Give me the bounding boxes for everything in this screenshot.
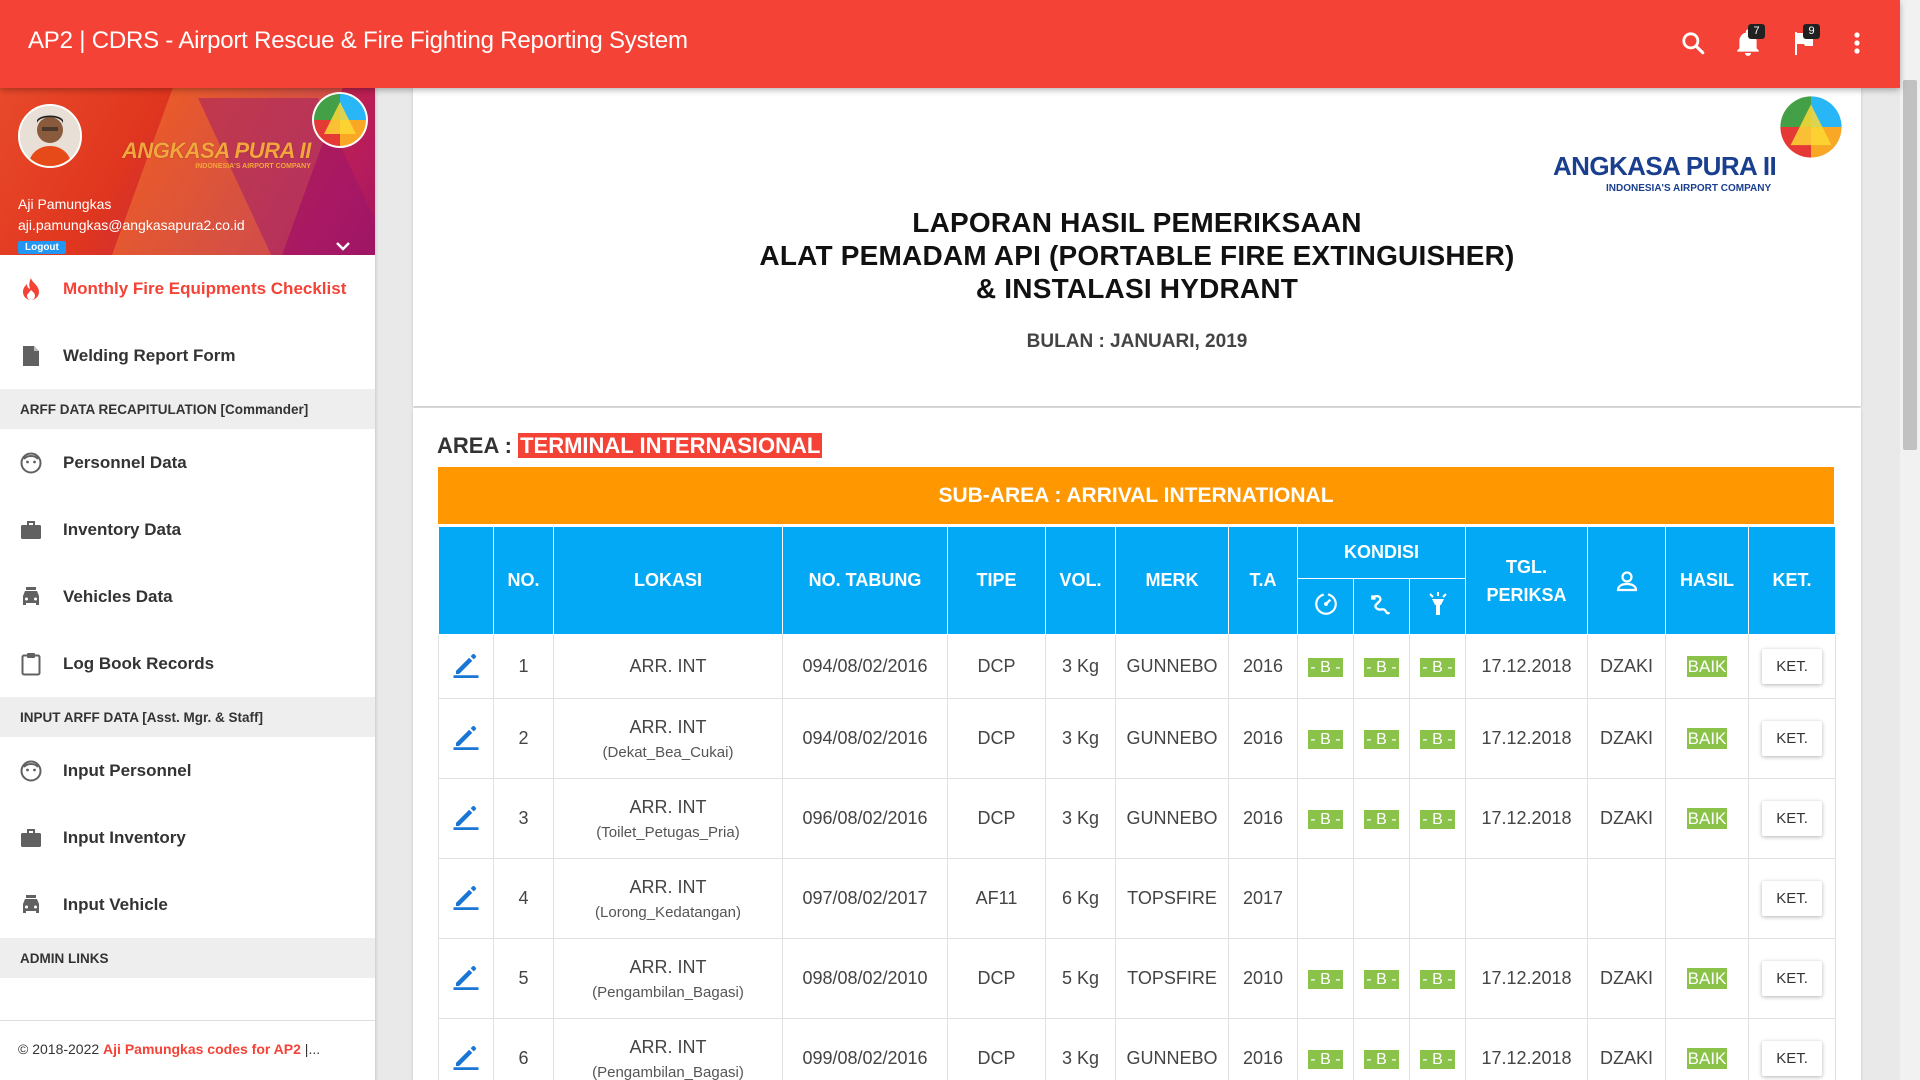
- cell-merk: GUNNEBO: [1116, 635, 1229, 699]
- cell-no: 2: [494, 699, 554, 779]
- cell-merk: GUNNEBO: [1116, 779, 1229, 859]
- menu-item-log-book[interactable]: [0, 630, 375, 697]
- ket-button[interactable]: KET.: [1762, 961, 1822, 996]
- tgl-line-1: TGL.: [1506, 556, 1548, 577]
- menu-item-welding-report[interactable]: [0, 322, 375, 389]
- brand-logo: [122, 138, 311, 170]
- cell-kondisi-hose: [1354, 635, 1410, 699]
- cell-merk: TOPSFIRE: [1116, 939, 1229, 1019]
- edit-cell: [439, 779, 494, 859]
- cell-ta: 2010: [1229, 939, 1298, 1019]
- search-icon[interactable]: [1676, 26, 1710, 60]
- edit-icon[interactable]: [451, 649, 481, 684]
- lokasi-main: ARR. INT: [629, 796, 707, 817]
- cell-ta: 2017: [1229, 859, 1298, 939]
- lokasi-detail: (Toilet_Petugas_Pria): [596, 823, 740, 841]
- cell-ket: [1749, 939, 1836, 1019]
- cell-ket: [1749, 635, 1836, 699]
- scrollbar-thumb[interactable]: [1903, 80, 1917, 450]
- cell-no-tabung: 098/08/02/2010: [783, 939, 948, 1019]
- menu-item-label: Input Personnel: [63, 760, 192, 780]
- menu-header-recapitulation: ARFF DATA RECAPITULATION [Commander]: [0, 389, 375, 429]
- hasil-badge: BAIK: [1687, 809, 1727, 828]
- kondisi-badge: - B -: [1310, 1051, 1341, 1068]
- column-header-merk: MERK: [1116, 527, 1229, 635]
- cell-kondisi-nozzle: [1410, 699, 1466, 779]
- cell-merk: GUNNEBO: [1116, 699, 1229, 779]
- menu-item-label: Log Book Records: [63, 653, 215, 673]
- kondisi-badge: - B -: [1422, 659, 1453, 676]
- table-row: [439, 699, 1836, 779]
- page-scrollbar[interactable]: [1900, 0, 1920, 1080]
- cell-kondisi-hose: [1354, 1019, 1410, 1080]
- app-title[interactable]: AP2 | CDRS - Airport Rescue & Fire Fighting Reporting System: [28, 27, 688, 54]
- tgl-line-2: PERIKSA: [1486, 584, 1567, 605]
- angkasa-pura-logo-icon: [310, 90, 370, 155]
- column-header-vol: VOL.: [1046, 527, 1116, 635]
- cell-ta: 2016: [1229, 1019, 1298, 1080]
- cell-tipe: DCP: [948, 1019, 1046, 1080]
- cell-hasil: [1666, 779, 1749, 859]
- main-content: [375, 88, 1900, 1080]
- kondisi-badge: - B -: [1310, 811, 1341, 828]
- lokasi-detail: (Lorong_Kedatangan): [595, 903, 741, 921]
- cell-vol: 3 Kg: [1046, 635, 1116, 699]
- area-label: AREA :: [437, 433, 512, 458]
- menu-item-personnel-data[interactable]: [0, 429, 375, 496]
- ket-button[interactable]: KET.: [1762, 649, 1822, 684]
- cell-no-tabung: 094/08/02/2016: [783, 635, 948, 699]
- kondisi-badge: - B -: [1310, 659, 1341, 676]
- cell-merk: GUNNEBO: [1116, 1019, 1229, 1080]
- ket-button[interactable]: KET.: [1762, 721, 1822, 756]
- cell-ta: 2016: [1229, 779, 1298, 859]
- report-month: BULAN : JANUARI, 2019: [1026, 331, 1248, 352]
- hasil-badge: BAIK: [1687, 729, 1727, 748]
- cell-hasil: [1666, 699, 1749, 779]
- person-icon: [1616, 570, 1638, 592]
- lokasi-main: ARR. INT: [629, 656, 707, 676]
- cell-kondisi-nozzle: [1410, 939, 1466, 1019]
- hasil-badge: BAIK: [1687, 657, 1727, 676]
- menu-item-label: Welding Report Form: [63, 345, 236, 365]
- cell-hasil: [1666, 939, 1749, 1019]
- kondisi-nozzle-header: [1410, 579, 1466, 635]
- cell-petugas: [1588, 859, 1666, 939]
- kondisi-badge: - B -: [1366, 731, 1397, 748]
- table-row: [439, 779, 1836, 859]
- ket-button[interactable]: KET.: [1762, 801, 1822, 836]
- edit-icon[interactable]: [451, 721, 481, 756]
- cell-tgl-periksa: 17.12.2018: [1466, 699, 1588, 779]
- more-vert-icon[interactable]: [1840, 26, 1874, 60]
- cell-no: 5: [494, 939, 554, 1019]
- menu-item-input-personnel[interactable]: [0, 737, 375, 804]
- menu-item-label: Input Vehicle: [63, 894, 168, 914]
- cell-tgl-periksa: 17.12.2018: [1466, 939, 1588, 1019]
- cell-ket: [1749, 859, 1836, 939]
- column-header-lokasi: LOKASI: [554, 527, 783, 635]
- footer-suffix: |...: [300, 1041, 321, 1057]
- menu-item-label: Inventory Data: [63, 519, 182, 539]
- cell-tgl-periksa: 17.12.2018: [1466, 1019, 1588, 1080]
- lokasi-main: ARR. INT: [629, 876, 707, 897]
- cell-petugas: DZAKI: [1588, 1019, 1666, 1080]
- cell-no: 4: [494, 859, 554, 939]
- cell-no-tabung: 099/08/02/2016: [783, 1019, 948, 1080]
- hasil-badge: BAIK: [1687, 969, 1727, 988]
- edit-cell: [439, 635, 494, 699]
- kondisi-badge: - B -: [1310, 971, 1341, 988]
- cell-lokasi: [554, 939, 783, 1019]
- cell-petugas: DZAKI: [1588, 939, 1666, 1019]
- notifications-count-badge: 7: [1748, 24, 1765, 39]
- table-row: [439, 939, 1836, 1019]
- cell-tgl-periksa: [1466, 859, 1588, 939]
- cell-vol: 5 Kg: [1046, 939, 1116, 1019]
- cell-no: 1: [494, 635, 554, 699]
- footer-author-link[interactable]: Aji Pamungkas codes for AP2: [103, 1041, 301, 1057]
- area-value: TERMINAL INTERNASIONAL: [520, 433, 821, 458]
- table-row: [439, 635, 1836, 699]
- car-icon: [20, 586, 42, 608]
- edit-icon[interactable]: [451, 881, 481, 916]
- cell-ta: 2016: [1229, 699, 1298, 779]
- cell-kondisi-gauge: [1298, 635, 1354, 699]
- lokasi-detail: (Pengambilan_Bagasi): [592, 983, 744, 1001]
- cell-kondisi-gauge: [1298, 1019, 1354, 1080]
- cell-petugas: DZAKI: [1588, 779, 1666, 859]
- menu-header-admin: ADMIN LINKS: [0, 938, 375, 978]
- cell-kondisi-nozzle: [1410, 635, 1466, 699]
- document-icon: [20, 345, 42, 367]
- cell-vol: 3 Kg: [1046, 779, 1116, 859]
- report-title-line-3: & INSTALASI HYDRANT: [975, 273, 1299, 304]
- cell-hasil: [1666, 859, 1749, 939]
- cell-kondisi-gauge: [1298, 859, 1354, 939]
- lokasi-main: ARR. INT: [629, 956, 707, 977]
- menu-item-label: Monthly Fire Equipments Checklist: [63, 278, 347, 298]
- cell-no-tabung: 096/08/02/2016: [783, 779, 948, 859]
- edit-cell: [439, 859, 494, 939]
- notifications-button[interactable]: [1731, 26, 1765, 60]
- cell-tipe: DCP: [948, 635, 1046, 699]
- user-name: Aji Pamungkas: [18, 196, 112, 212]
- kondisi-badge: - B -: [1422, 731, 1453, 748]
- menu-item-input-inventory[interactable]: [0, 804, 375, 871]
- kondisi-badge: - B -: [1422, 811, 1453, 828]
- gauge-icon: [1313, 591, 1339, 617]
- edit-cell: [439, 1019, 494, 1080]
- edit-column-header: [439, 527, 494, 635]
- angkasa-pura-logo-icon: [1777, 93, 1845, 161]
- hasil-badge: BAIK: [1687, 1049, 1727, 1068]
- hose-icon: [1369, 591, 1395, 617]
- cell-tipe: AF11: [948, 859, 1046, 939]
- inspection-table: [438, 526, 1836, 1080]
- kondisi-badge: - B -: [1422, 971, 1453, 988]
- cell-kondisi-nozzle: [1410, 859, 1466, 939]
- cell-ket: [1749, 779, 1836, 859]
- column-header-ta: T.A: [1229, 527, 1298, 635]
- cell-hasil: [1666, 635, 1749, 699]
- cell-lokasi: [554, 779, 783, 859]
- kondisi-badge: - B -: [1366, 971, 1397, 988]
- cell-lokasi: [554, 1019, 783, 1080]
- cell-kondisi-nozzle: [1410, 779, 1466, 859]
- briefcase-icon: [20, 827, 42, 849]
- face-icon: [20, 760, 42, 782]
- flags-count-badge: 9: [1803, 24, 1820, 39]
- table-row: [439, 1019, 1836, 1080]
- cell-lokasi: [554, 635, 783, 699]
- cell-kondisi-gauge: [1298, 939, 1354, 1019]
- edit-cell: [439, 939, 494, 1019]
- kondisi-badge: - B -: [1310, 731, 1341, 748]
- logo-name: ANGKASA PURA II: [1553, 151, 1777, 181]
- chevron-down-icon[interactable]: [335, 238, 351, 254]
- column-header-ket: KET.: [1749, 527, 1836, 635]
- column-header-petugas: [1588, 527, 1666, 635]
- cell-kondisi-hose: [1354, 939, 1410, 1019]
- brand-name: ANGKASA PURA II: [122, 138, 311, 163]
- column-header-hasil: HASIL: [1666, 527, 1749, 635]
- lokasi-main: ARR. INT: [629, 716, 707, 737]
- brand-tagline: INDONESIA'S AIRPORT COMPANY: [195, 163, 311, 170]
- kondisi-hose-header: [1354, 579, 1410, 635]
- cell-petugas: DZAKI: [1588, 635, 1666, 699]
- cell-tgl-periksa: 17.12.2018: [1466, 635, 1588, 699]
- cell-no: 6: [494, 1019, 554, 1080]
- cell-tgl-periksa: 17.12.2018: [1466, 779, 1588, 859]
- cell-ta: 2016: [1229, 635, 1298, 699]
- flags-button[interactable]: [1786, 26, 1820, 60]
- cell-kondisi-hose: [1354, 859, 1410, 939]
- kondisi-badge: - B -: [1366, 659, 1397, 676]
- angkasa-pura-logo: [1553, 93, 1853, 203]
- sub-area-banner: SUB-AREA : ARRIVAL INTERNATIONAL: [438, 467, 1834, 524]
- menu-item-input-vehicle[interactable]: [0, 871, 375, 938]
- edit-icon[interactable]: [451, 961, 481, 996]
- cell-no: 3: [494, 779, 554, 859]
- ket-button[interactable]: KET.: [1762, 881, 1822, 916]
- table-row: [439, 859, 1836, 939]
- ket-button[interactable]: KET.: [1762, 1041, 1822, 1076]
- cell-kondisi-hose: [1354, 779, 1410, 859]
- cell-hasil: [1666, 1019, 1749, 1080]
- edit-cell: [439, 699, 494, 779]
- lokasi-detail: (Dekat_Bea_Cukai): [602, 743, 734, 761]
- cell-petugas: DZAKI: [1588, 699, 1666, 779]
- cell-tipe: DCP: [948, 779, 1046, 859]
- column-header-no-tabung: NO. TABUNG: [783, 527, 948, 635]
- cell-tipe: DCP: [948, 939, 1046, 1019]
- kondisi-badge: - B -: [1422, 1051, 1453, 1068]
- column-header-kondisi: KONDISI: [1298, 527, 1466, 579]
- report-header-card: [413, 88, 1861, 406]
- column-header-tipe: TIPE: [948, 527, 1046, 635]
- footer-copyright: © 2018-2022: [18, 1041, 104, 1057]
- logout-button[interactable]: Logout: [18, 241, 66, 254]
- cell-tipe: DCP: [948, 699, 1046, 779]
- face-icon: [20, 452, 42, 474]
- sidebar-footer: [0, 1020, 375, 1080]
- menu-header-input: INPUT ARFF DATA [Asst. Mgr. & Staff]: [0, 697, 375, 737]
- cell-vol: 6 Kg: [1046, 859, 1116, 939]
- cell-vol: 3 Kg: [1046, 699, 1116, 779]
- car-icon: [20, 894, 42, 916]
- kondisi-gauge-header: [1298, 579, 1354, 635]
- report-title: [413, 206, 1861, 305]
- menu-item-label: Input Inventory: [63, 827, 186, 847]
- report-title-line-2: ALAT PEMADAM API (PORTABLE FIRE EXTINGUISHER): [759, 240, 1515, 271]
- cell-kondisi-gauge: [1298, 779, 1354, 859]
- cell-no-tabung: 094/08/02/2016: [783, 699, 948, 779]
- cell-merk: TOPSFIRE: [1116, 859, 1229, 939]
- menu-item-monthly-fire-checklist[interactable]: [0, 255, 375, 322]
- user-email: aji.pamungkas@angkasapura2.co.id: [18, 217, 245, 233]
- cell-lokasi: [554, 699, 783, 779]
- column-header-no: NO.: [494, 527, 554, 635]
- table-body: [439, 635, 1836, 1080]
- report-title-line-1: LAPORAN HASIL PEMERIKSAAN: [912, 207, 1362, 238]
- briefcase-icon: [20, 519, 42, 541]
- lokasi-main: ARR. INT: [629, 1036, 707, 1057]
- clipboard-icon: [20, 653, 42, 675]
- top-app-bar: [0, 0, 1900, 88]
- menu-item-vehicles-data[interactable]: [0, 563, 375, 630]
- report-body-card: [413, 408, 1861, 1080]
- fire-icon: [20, 278, 42, 300]
- sidebar: [0, 88, 375, 1080]
- cell-no-tabung: 097/08/02/2017: [783, 859, 948, 939]
- lokasi-detail: (Pengambilan_Bagasi): [592, 1063, 744, 1080]
- menu-item-label: Personnel Data: [63, 452, 187, 472]
- area-line: [437, 433, 822, 459]
- cell-ket: [1749, 1019, 1836, 1080]
- menu-item-label: Vehicles Data: [63, 586, 173, 606]
- kondisi-badge: - B -: [1366, 811, 1397, 828]
- logo-tagline: INDONESIA'S AIRPORT COMPANY: [1606, 183, 1772, 194]
- user-info-panel: [0, 88, 375, 255]
- cell-vol: 3 Kg: [1046, 1019, 1116, 1080]
- cell-kondisi-hose: [1354, 699, 1410, 779]
- edit-icon[interactable]: [451, 1041, 481, 1076]
- kondisi-badge: - B -: [1366, 1051, 1397, 1068]
- nozzle-icon: [1426, 591, 1450, 617]
- cell-kondisi-gauge: [1298, 699, 1354, 779]
- edit-icon[interactable]: [451, 801, 481, 836]
- menu-item-inventory-data[interactable]: [0, 496, 375, 563]
- column-header-tgl-periksa: [1466, 527, 1588, 635]
- avatar[interactable]: [18, 104, 82, 168]
- cell-kondisi-nozzle: [1410, 1019, 1466, 1080]
- cell-lokasi: [554, 859, 783, 939]
- cell-ket: [1749, 699, 1836, 779]
